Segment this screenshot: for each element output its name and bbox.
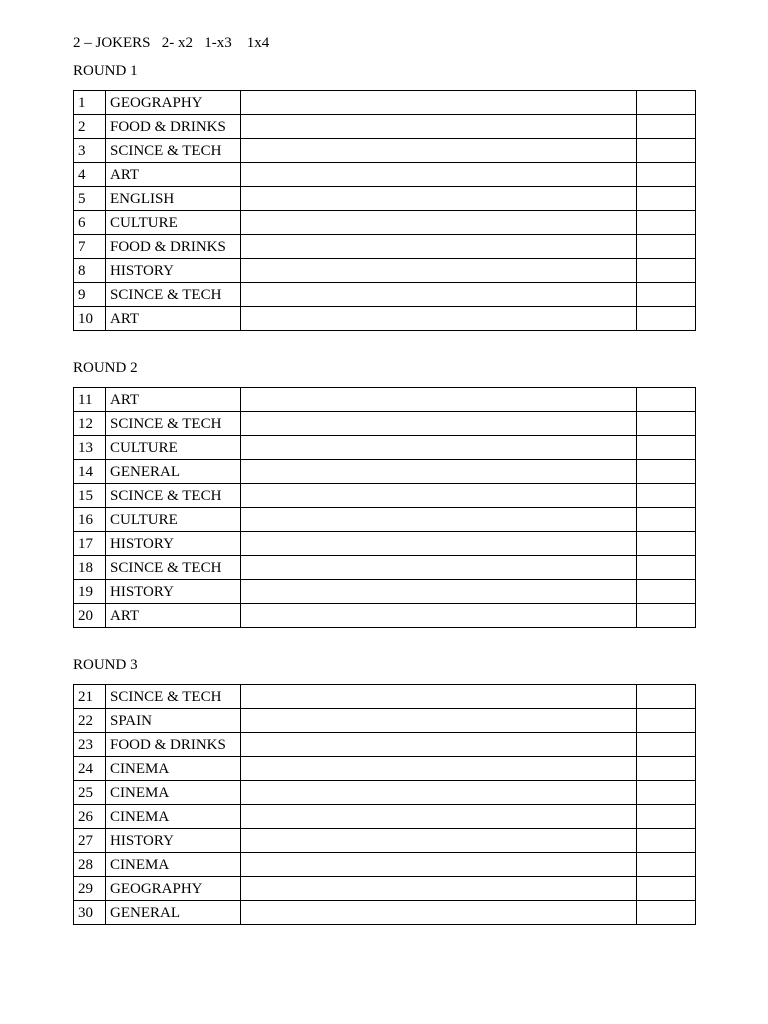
question-category: ART — [106, 163, 241, 187]
table-row — [74, 211, 696, 235]
points-cell[interactable] — [637, 91, 696, 115]
points-cell[interactable] — [637, 388, 696, 412]
question-number: 5 — [74, 187, 106, 211]
points-cell[interactable] — [637, 580, 696, 604]
question-number: 7 — [74, 235, 106, 259]
question-category: HISTORY — [106, 580, 241, 604]
question-number: 2 — [74, 115, 106, 139]
question-number: 4 — [74, 163, 106, 187]
question-category: SCINCE & TECH — [106, 283, 241, 307]
question-category: SPAIN — [106, 709, 241, 733]
table-row — [74, 901, 696, 925]
table-row — [74, 829, 696, 853]
points-cell[interactable] — [637, 436, 696, 460]
answer-cell[interactable] — [241, 709, 637, 733]
table-row — [74, 709, 696, 733]
question-category: GEOGRAPHY — [106, 91, 241, 115]
answer-cell[interactable] — [241, 388, 637, 412]
question-category: HISTORY — [106, 829, 241, 853]
question-category: SCINCE & TECH — [106, 685, 241, 709]
table-row — [74, 187, 696, 211]
points-cell[interactable] — [637, 877, 696, 901]
answer-cell[interactable] — [241, 460, 637, 484]
question-number: 10 — [74, 307, 106, 331]
points-cell[interactable] — [637, 163, 696, 187]
question-number: 19 — [74, 580, 106, 604]
question-category: ART — [106, 307, 241, 331]
table-row — [74, 508, 696, 532]
points-cell[interactable] — [637, 187, 696, 211]
question-number: 15 — [74, 484, 106, 508]
answer-cell[interactable] — [241, 604, 637, 628]
answer-cell[interactable] — [241, 733, 637, 757]
answer-cell[interactable] — [241, 412, 637, 436]
points-cell[interactable] — [637, 556, 696, 580]
answer-cell[interactable] — [241, 805, 637, 829]
table-row — [74, 460, 696, 484]
question-category: HISTORY — [106, 532, 241, 556]
table-row — [74, 307, 696, 331]
question-number: 1 — [74, 91, 106, 115]
question-category: HISTORY — [106, 259, 241, 283]
points-cell[interactable] — [637, 115, 696, 139]
points-cell[interactable] — [637, 805, 696, 829]
question-number: 24 — [74, 757, 106, 781]
answer-cell[interactable] — [241, 283, 637, 307]
points-cell[interactable] — [637, 709, 696, 733]
answer-cell[interactable] — [241, 163, 637, 187]
round-1-table — [73, 90, 696, 331]
answer-cell[interactable] — [241, 901, 637, 925]
question-category: CINEMA — [106, 853, 241, 877]
points-cell[interactable] — [637, 139, 696, 163]
points-cell[interactable] — [637, 901, 696, 925]
table-row — [74, 259, 696, 283]
question-number: 21 — [74, 685, 106, 709]
points-cell[interactable] — [637, 781, 696, 805]
points-cell[interactable] — [637, 733, 696, 757]
question-number: 13 — [74, 436, 106, 460]
round-2-table — [73, 387, 696, 628]
question-category: ART — [106, 388, 241, 412]
answer-cell[interactable] — [241, 685, 637, 709]
question-number: 22 — [74, 709, 106, 733]
question-number: 16 — [74, 508, 106, 532]
table-row — [74, 388, 696, 412]
jokers-line: 2 – JOKERS 2- x2 1-x3 1x4 — [73, 35, 270, 51]
question-category: GENERAL — [106, 460, 241, 484]
question-category: CULTURE — [106, 508, 241, 532]
question-number: 25 — [74, 781, 106, 805]
answer-cell[interactable] — [241, 532, 637, 556]
round-3-table — [73, 684, 696, 925]
table-row — [74, 115, 696, 139]
table-row — [74, 556, 696, 580]
answer-cell[interactable] — [241, 556, 637, 580]
round-3-title: ROUND 3 — [73, 657, 138, 673]
answer-cell[interactable] — [241, 187, 637, 211]
question-number: 26 — [74, 805, 106, 829]
table-row — [74, 853, 696, 877]
table-row — [74, 805, 696, 829]
answer-cell[interactable] — [241, 139, 637, 163]
points-cell[interactable] — [637, 484, 696, 508]
table-row — [74, 163, 696, 187]
table-row — [74, 139, 696, 163]
question-category: SCINCE & TECH — [106, 139, 241, 163]
table-row — [74, 733, 696, 757]
question-number: 8 — [74, 259, 106, 283]
answer-cell[interactable] — [241, 235, 637, 259]
table-row — [74, 91, 696, 115]
question-category: CULTURE — [106, 211, 241, 235]
answer-cell[interactable] — [241, 781, 637, 805]
points-cell[interactable] — [637, 604, 696, 628]
question-number: 14 — [74, 460, 106, 484]
answer-cell[interactable] — [241, 508, 637, 532]
question-number: 23 — [74, 733, 106, 757]
question-number: 9 — [74, 283, 106, 307]
table-row — [74, 877, 696, 901]
table-row — [74, 283, 696, 307]
question-category: FOOD & DRINKS — [106, 733, 241, 757]
table-row — [74, 436, 696, 460]
points-cell[interactable] — [637, 757, 696, 781]
points-cell[interactable] — [637, 460, 696, 484]
question-category: GEOGRAPHY — [106, 877, 241, 901]
question-number: 12 — [74, 412, 106, 436]
table-row — [74, 757, 696, 781]
question-number: 6 — [74, 211, 106, 235]
answer-cell[interactable] — [241, 115, 637, 139]
answer-cell[interactable] — [241, 757, 637, 781]
table-row — [74, 580, 696, 604]
question-number: 18 — [74, 556, 106, 580]
question-number: 30 — [74, 901, 106, 925]
question-category: CINEMA — [106, 805, 241, 829]
question-category: FOOD & DRINKS — [106, 235, 241, 259]
points-cell[interactable] — [637, 829, 696, 853]
question-number: 27 — [74, 829, 106, 853]
answer-cell[interactable] — [241, 259, 637, 283]
points-cell[interactable] — [637, 259, 696, 283]
question-number: 11 — [74, 388, 106, 412]
round-2-title: ROUND 2 — [73, 360, 138, 376]
question-category: SCINCE & TECH — [106, 484, 241, 508]
points-cell[interactable] — [637, 307, 696, 331]
table-row — [74, 235, 696, 259]
question-number: 17 — [74, 532, 106, 556]
question-category: CINEMA — [106, 781, 241, 805]
answer-cell[interactable] — [241, 853, 637, 877]
question-category: SCINCE & TECH — [106, 412, 241, 436]
answer-cell[interactable] — [241, 580, 637, 604]
question-number: 3 — [74, 139, 106, 163]
question-number: 29 — [74, 877, 106, 901]
table-row — [74, 484, 696, 508]
answer-cell[interactable] — [241, 211, 637, 235]
question-category: SCINCE & TECH — [106, 556, 241, 580]
points-cell[interactable] — [637, 508, 696, 532]
points-cell[interactable] — [637, 412, 696, 436]
points-cell[interactable] — [637, 532, 696, 556]
round-1-title: ROUND 1 — [73, 63, 138, 79]
question-category: CINEMA — [106, 757, 241, 781]
question-category: ART — [106, 604, 241, 628]
answer-cell[interactable] — [241, 829, 637, 853]
table-row — [74, 685, 696, 709]
question-number: 28 — [74, 853, 106, 877]
points-cell[interactable] — [637, 235, 696, 259]
points-cell[interactable] — [637, 853, 696, 877]
answer-cell[interactable] — [241, 436, 637, 460]
answer-cell[interactable] — [241, 877, 637, 901]
points-cell[interactable] — [637, 283, 696, 307]
table-row — [74, 412, 696, 436]
points-cell[interactable] — [637, 211, 696, 235]
table-row — [74, 781, 696, 805]
question-category: GENERAL — [106, 901, 241, 925]
question-category: CULTURE — [106, 436, 241, 460]
answer-cell[interactable] — [241, 91, 637, 115]
question-number: 20 — [74, 604, 106, 628]
points-cell[interactable] — [637, 685, 696, 709]
question-category: FOOD & DRINKS — [106, 115, 241, 139]
table-row — [74, 604, 696, 628]
answer-cell[interactable] — [241, 307, 637, 331]
table-row — [74, 532, 696, 556]
answer-cell[interactable] — [241, 484, 637, 508]
question-category: ENGLISH — [106, 187, 241, 211]
